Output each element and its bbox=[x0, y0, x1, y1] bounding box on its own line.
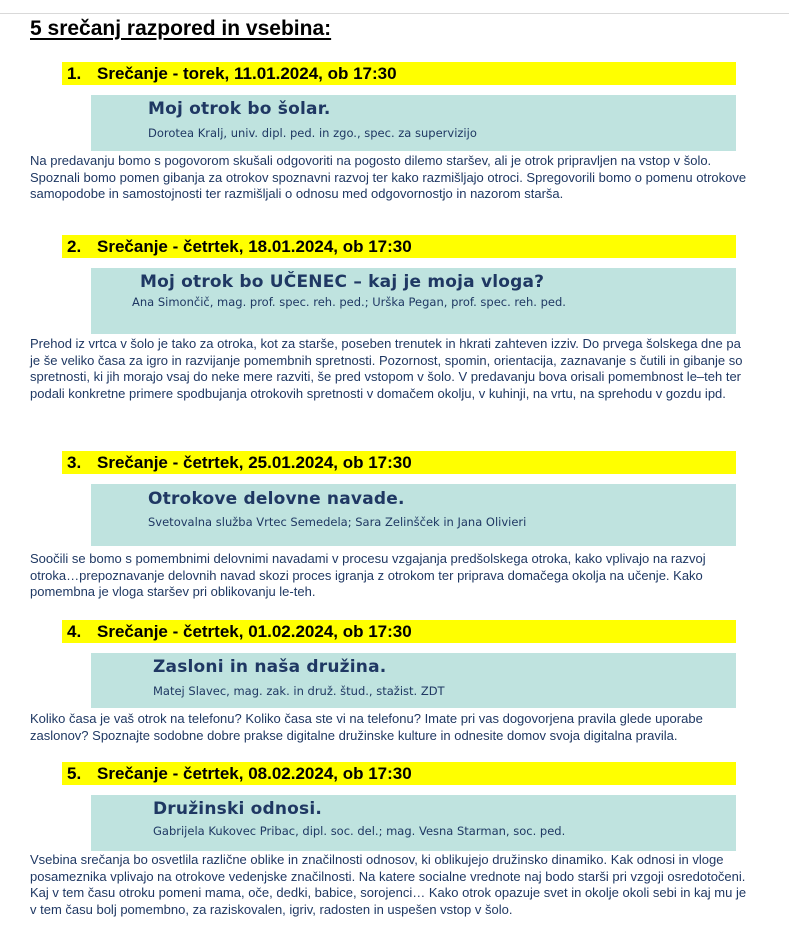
session-5-description: Vsebina srečanja bo osvetlila različne oblike in značilnosti odnosov, ki oblikujejo družinsko dinamiko. Kak odnosi in vloge posameznika vplivajo na otrokove vedenjske značilnosti. Na katere socialne vrednote naj bodo starši pri vzgoji osredotočeni. Kaj v tem času otroku pomeni mama, oče, dedki, babice, sorojenci… Kako otrok opazuje svet in okolje okoli sebi in kaj mu je v tem času bolj pomembno, za raziskovalen, igriv, radosten in uspešen vstop v šolo. bbox=[30, 852, 747, 917]
session-3-talk-title: Otrokove delovne navade. bbox=[148, 489, 405, 509]
session-5-speakers: Gabrijela Kukovec Pribac, dipl. soc. del.; mag. Vesna Starman, soc. ped. bbox=[153, 824, 566, 838]
session-4-title-box bbox=[91, 653, 736, 708]
session-4-header bbox=[62, 620, 736, 643]
session-1-speakers: Dorotea Kralj, univ. dipl. ped. in zgo., spec. za supervizijo bbox=[148, 126, 477, 140]
session-4-description: Koliko časa je vaš otrok na telefonu? Koliko časa ste vi na telefonu? Imate pri vas dogovorjena pravila glede uporabe zaslonov? Spoznajte sodobne dobre prakse digitalne družinske kulture in odnesite domov svoja digitalna pravila. bbox=[30, 711, 703, 743]
session-1-description: Na predavanju bomo s pogovorom skušali odgovoriti na pogosto dilemo staršev, ali je otrok pripravljen na vstop v šolo. Spoznali bomo pomen gibanja za otrokov spoznavni razvoj ter kako razmišljajo otroci. Spregovorili bomo o pomenu otrokove samopodobe in samostojnosti ter razmišljali o odnosu med odgovornostjo in nazorom starša. bbox=[30, 153, 747, 201]
document-title: 5 srečanj razpored in vsebina: bbox=[30, 17, 332, 40]
session-4-number: 4. bbox=[67, 622, 82, 641]
session-3-date: Srečanje - četrtek, 25.01.2024, ob 17:30 bbox=[97, 453, 412, 472]
session-3-number: 3. bbox=[67, 453, 82, 472]
page-top-rule bbox=[0, 13, 789, 14]
session-5-header bbox=[62, 762, 736, 785]
session-4-speakers: Matej Slavec, mag. zak. in druž. štud., stažist. ZDT bbox=[153, 684, 445, 698]
session-4-talk-title: Zasloni in naša družina. bbox=[153, 657, 387, 677]
session-2-speakers: Ana Simončič, mag. prof. spec. reh. ped.; Urška Pegan, prof. spec. reh. ped. bbox=[132, 295, 566, 309]
session-3-description: Soočili se bomo s pomembnimi delovnimi navadami v procesu vzgajanja predšolskega otroka, kako vplivajo na razvoj otroka…prepoznavanje delovnih navad skozi proces igranja z otrokom ter priprava domačega okolja na učenje. Kako pomembna je vloga staršev pri oblikovanju le-teh. bbox=[30, 551, 706, 599]
session-3-title-box bbox=[91, 484, 736, 546]
session-3-header bbox=[62, 451, 736, 474]
session-2-date: Srečanje - četrtek, 18.01.2024, ob 17:30 bbox=[97, 237, 412, 256]
session-5-talk-title: Družinski odnosi. bbox=[153, 799, 323, 819]
session-2-talk-title: Moj otrok bo UČENEC – kaj je moja vloga? bbox=[140, 272, 545, 292]
session-1-title-box bbox=[91, 95, 736, 151]
session-2-header bbox=[62, 235, 736, 258]
session-5-title-box bbox=[91, 795, 736, 851]
session-1-date: Srečanje - torek, 11.01.2024, ob 17:30 bbox=[97, 64, 397, 83]
session-2-description: Prehod iz vrtca v šolo je tako za otroka, kot za starše, poseben trenutek in hkrati zahteven izziv. Do prvega šolskega dne pa je še veliko časa za igro in razvijanje pomembnih spretnosti. Pozornost, spomin, orientacija, zaznavanje s čutili in gibanje so spretnosti, ki jih morajo vsaj do neke mere razviti, še pred vstopom v šolo. V predavanju bova orisali pomembnost le–teh ter podali konkretne primere spodbujanja otrokovih spretnosti v domačem okolju, v kuhinji, na vrtu, na sprehodu v gozdu ipd. bbox=[30, 336, 743, 401]
session-5-number: 5. bbox=[67, 764, 82, 783]
session-4-date: Srečanje - četrtek, 01.02.2024, ob 17:30 bbox=[97, 622, 412, 641]
session-3-speakers: Svetovalna služba Vrtec Semedela; Sara Zelinšček in Jana Olivieri bbox=[148, 515, 527, 529]
session-5-date: Srečanje - četrtek, 08.02.2024, ob 17:30 bbox=[97, 764, 412, 783]
session-2-title-box bbox=[91, 268, 736, 334]
session-2-number: 2. bbox=[67, 237, 82, 256]
session-1-number: 1. bbox=[67, 64, 82, 83]
session-1-talk-title: Moj otrok bo šolar. bbox=[148, 99, 331, 119]
session-1-header bbox=[62, 62, 736, 85]
